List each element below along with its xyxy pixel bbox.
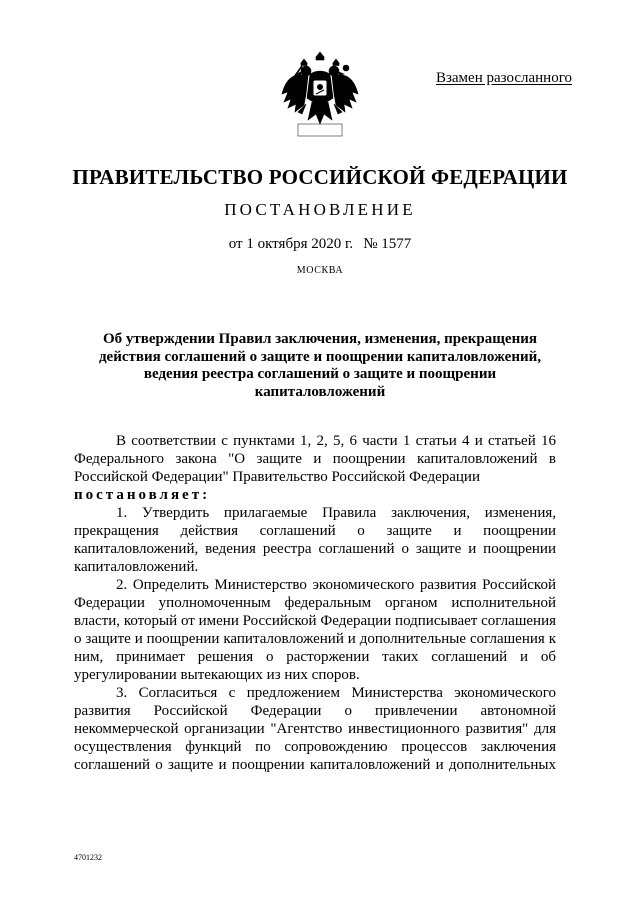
item-3-paragraph: 3. Согласиться с предложением Министерства экономического развития Российской Федерации о привлечении автономной некоммерческой организации "Агентство инвестиционного развития" для осуществления функций по сопровождению процессов заключения соглашений о защите и поощрении капиталовложений и дополнительных: [74, 685, 556, 773]
issuing-authority: ПРАВИТЕЛЬСТВО РОССИЙСКОЙ ФЕДЕРАЦИИ: [72, 165, 568, 189]
document-kind: ПОСТАНОВЛЕНИЕ: [224, 200, 416, 219]
item-2-paragraph: 2. Определить Министерство экономического развития Российской Федерации уполномоченным федеральным органом исполнительной власти, который от имени Российской Федерации подписывает соглашения о защите и поощрении капиталовложений и дополнительные соглашения к ним, принимает решения о расторжении таких соглашений и об урегулировании вытекающих из них споров.: [74, 577, 556, 683]
document-body: [74, 432, 556, 774]
document-number: № 1577: [363, 236, 412, 252]
document-city: МОСКВА: [296, 265, 344, 276]
item-1-paragraph: 1. Утвердить прилагаемые Правила заключения, изменения, прекращения действия соглашений о защите и поощрении капиталовложений, ведения реестра соглашений о защите и поощрении капиталовложений.: [74, 505, 556, 575]
decree-word: постановляет:: [74, 487, 211, 503]
date-number-line: [0, 236, 640, 253]
stamp-text: Взамен разосланного: [435, 70, 572, 86]
preamble-paragraph: В соответствии с пунктами 1, 2, 5, 6 части 1 статьи 4 и статьей 16 Федерального закона "О защите и поощрении капиталовложений в Российской Федерации" Правительство Российской Федерации: [74, 433, 556, 485]
footer-document-code: 4701232: [74, 853, 102, 862]
russian-coat-of-arms-icon: [278, 50, 362, 138]
document-date: от 1 октября 2020 г.: [228, 236, 354, 252]
document-title: Об утверждении Правил заключения, изменения, прекращения действия соглашений о защите и поощрении капиталовложений, ведения реестра соглашений о защите и поощрении капиталовложений: [98, 331, 542, 400]
